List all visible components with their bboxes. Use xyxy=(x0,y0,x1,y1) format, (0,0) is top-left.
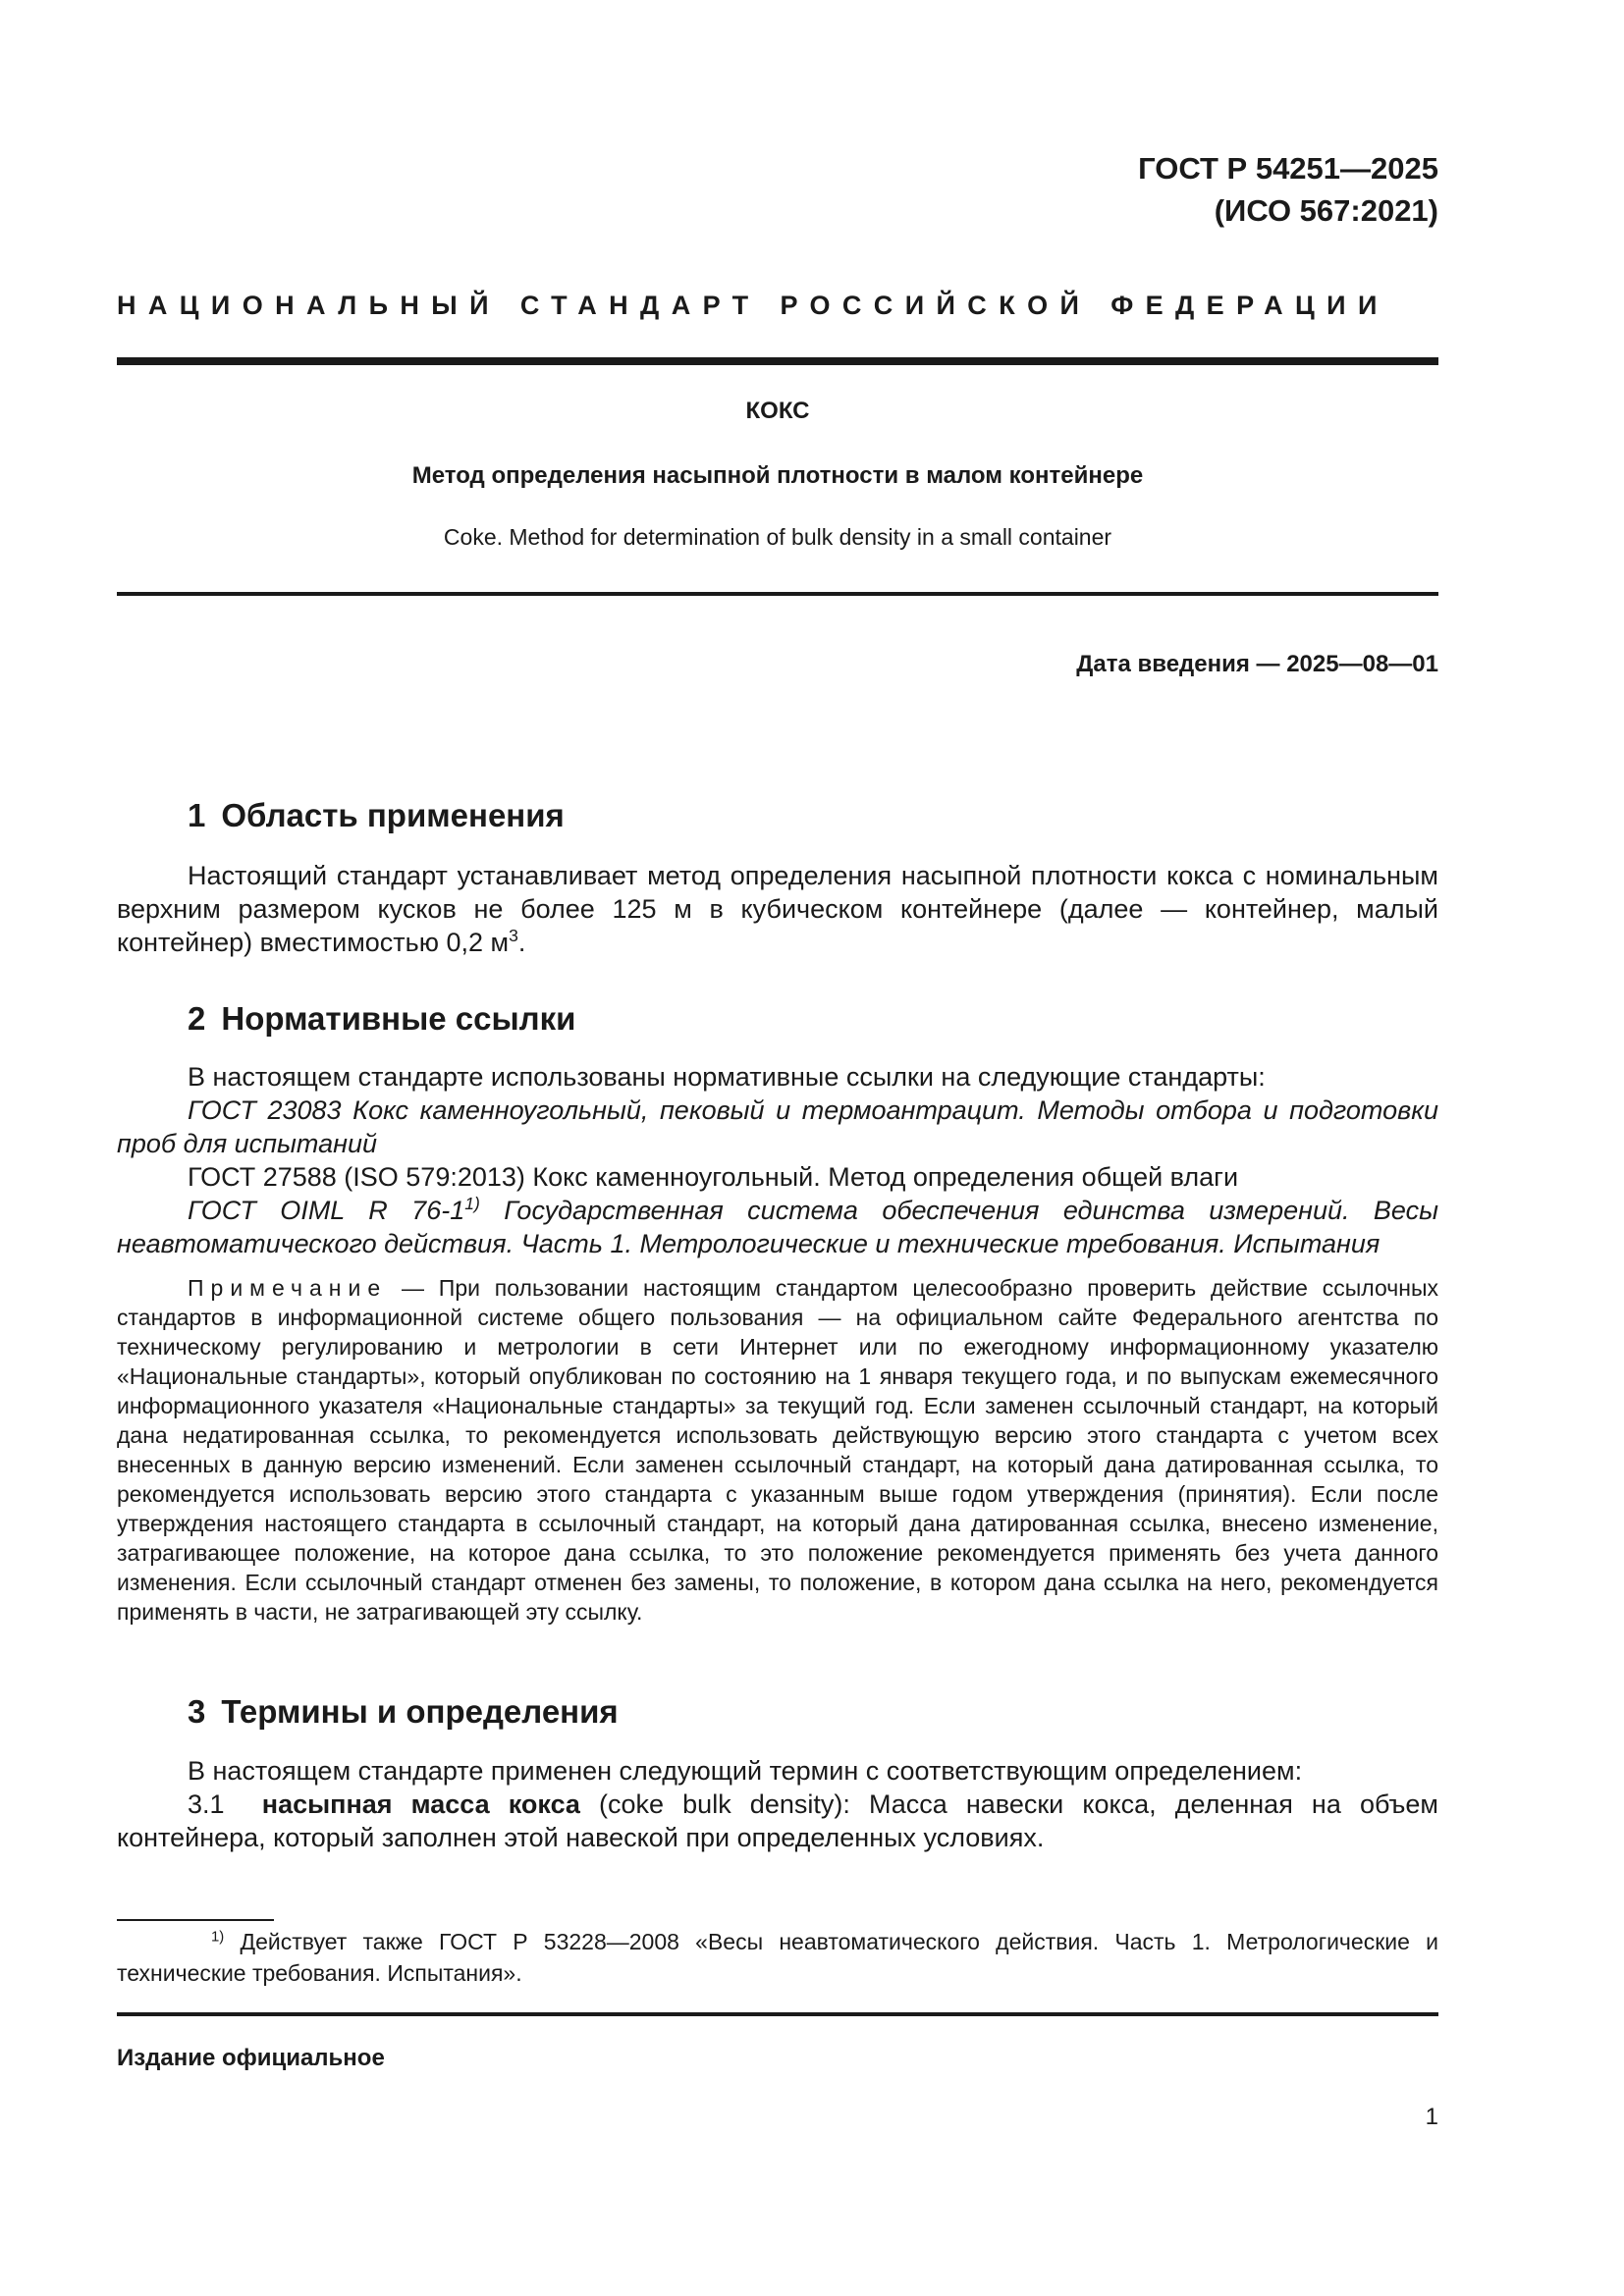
document-title: КОКС xyxy=(745,398,810,424)
note-label: Примечание xyxy=(188,1275,388,1301)
document-subtitle: Метод определения насыпной плотности в малом контейнере xyxy=(411,462,1144,489)
standard-designation xyxy=(1138,147,1438,232)
scope-paragraph xyxy=(117,859,1438,959)
reference-gost-27588: ГОСТ 27588 (ISO 579:2013) Кокс каменноугольный. Метод определения общей влаги xyxy=(188,1162,1239,1192)
terms-block xyxy=(117,1754,1438,1854)
section-title: Область применения xyxy=(221,797,565,833)
section-number: 2 xyxy=(188,1000,206,1037)
national-standard-banner: НАЦИОНАЛЬНЫЙ СТАНДАРТ РОССИЙСКОЙ ФЕДЕРАЦИИ xyxy=(117,291,1389,320)
header-rule xyxy=(117,357,1438,365)
iso-number: (ИСО 567:2021) xyxy=(1214,193,1438,228)
reference-gost-oiml xyxy=(117,1194,1438,1260)
footnote-text: Действует также ГОСТ Р 53228—2008 «Весы неавтоматического действия. Часть 1. Метрологические и технические требования. Испытания». xyxy=(117,1929,1438,1986)
references-note xyxy=(117,1273,1438,1627)
term-number: 3.1 xyxy=(188,1789,225,1819)
footnote-rule xyxy=(117,1919,274,1921)
page-number: 1 xyxy=(1425,2104,1438,2130)
footnote-marker: 1) xyxy=(464,1194,480,1213)
terms-intro: В настоящем стандарте применен следующий термин с соответствующим определением: xyxy=(188,1756,1303,1786)
note-text: — При пользовании настоящим стандартом целесообразно проверить действие ссылочных стандартов в информационной системе общего пользования — на официальном сайте Федерального агентства по техническому регулированию и метрологии в сети Интернет или по ежегодному информационному указателю «Национальные стандарты», который опубликован по состоянию на 1 января текущего года, и по выпускам ежемесячного информационного указателя «Национальные стандарты» за текущий год. Если заменен ссылочный стандарт, на который дана недатированная ссылка, то рекомендуется использовать действующую версию этого стандарта с учетом всех внесенных в данную версию изменений. Если заменен ссылочный стандарт, на который дана датированная ссылка, то рекомендуется использовать версию этого стандарта с указанным выше годом утверждения (принятия). Если после утверждения настоящего стандарта в ссылочный стандарт, на который дана датированная ссылка, внесено изменение, затрагивающее положение, на которое дана ссылка, то это положение рекомендуется применять без учета данного изменения. Если ссылочный стандарт отменен без замены, то положение, в котором дана ссылка на него, рекомендуется применять в части, не затрагивающей эту ссылку. xyxy=(117,1275,1438,1625)
section-heading-references xyxy=(188,1000,575,1038)
official-edition-label: Издание официальное xyxy=(117,2045,385,2071)
scope-text-end: . xyxy=(517,928,526,957)
reference-code: ГОСТ OIML R 76-1 xyxy=(188,1196,465,1225)
references-block xyxy=(117,1060,1438,1260)
term-name: насыпная масса кокса xyxy=(261,1789,580,1819)
english-title: Coke. Method for determination of bulk density in a small container xyxy=(443,524,1112,550)
reference-gost-23083: ГОСТ 23083 Кокс каменноугольный, пековый и термоантрацит. Методы отбора и подготовки проб для испытаний xyxy=(117,1095,1438,1158)
references-intro: В настоящем стандарте использованы нормативные ссылки на следующие стандарты: xyxy=(188,1062,1266,1092)
superscript: 3 xyxy=(509,926,518,945)
term-definition xyxy=(117,1788,1438,1854)
section-title: Нормативные ссылки xyxy=(221,1000,576,1037)
reference-title: Государственная система обеспечения единства измерений. Весы неавтоматического действия. Часть 1. Метрологические и технические требования. Испытания xyxy=(117,1196,1439,1258)
section-heading-scope xyxy=(188,797,565,834)
section-number: 1 xyxy=(188,797,206,833)
term-definition-text: (coke bulk density): Масса навески кокса, деленная на объем контейнера, который заполнен этой навеской при определенных условиях. xyxy=(117,1789,1438,1852)
footnote-mark: 1) xyxy=(211,1928,225,1946)
section-number: 3 xyxy=(188,1693,206,1730)
footnote xyxy=(117,1926,1438,1989)
section-heading-terms xyxy=(188,1693,619,1731)
introduction-date: Дата введения — 2025—08—01 xyxy=(1076,651,1438,677)
title-rule xyxy=(117,592,1438,596)
section-title: Термины и определения xyxy=(221,1693,619,1730)
gost-number: ГОСТ Р 54251—2025 xyxy=(1138,151,1438,186)
scope-text: Настоящий стандарт устанавливает метод определения насыпной плотности кокса с номинальным верхним размером кусков не более 125 м в кубическом контейнере (далее — контейнер, малый контейнер) вместимостью 0,2 м xyxy=(117,861,1438,957)
footer-rule xyxy=(117,2012,1438,2016)
